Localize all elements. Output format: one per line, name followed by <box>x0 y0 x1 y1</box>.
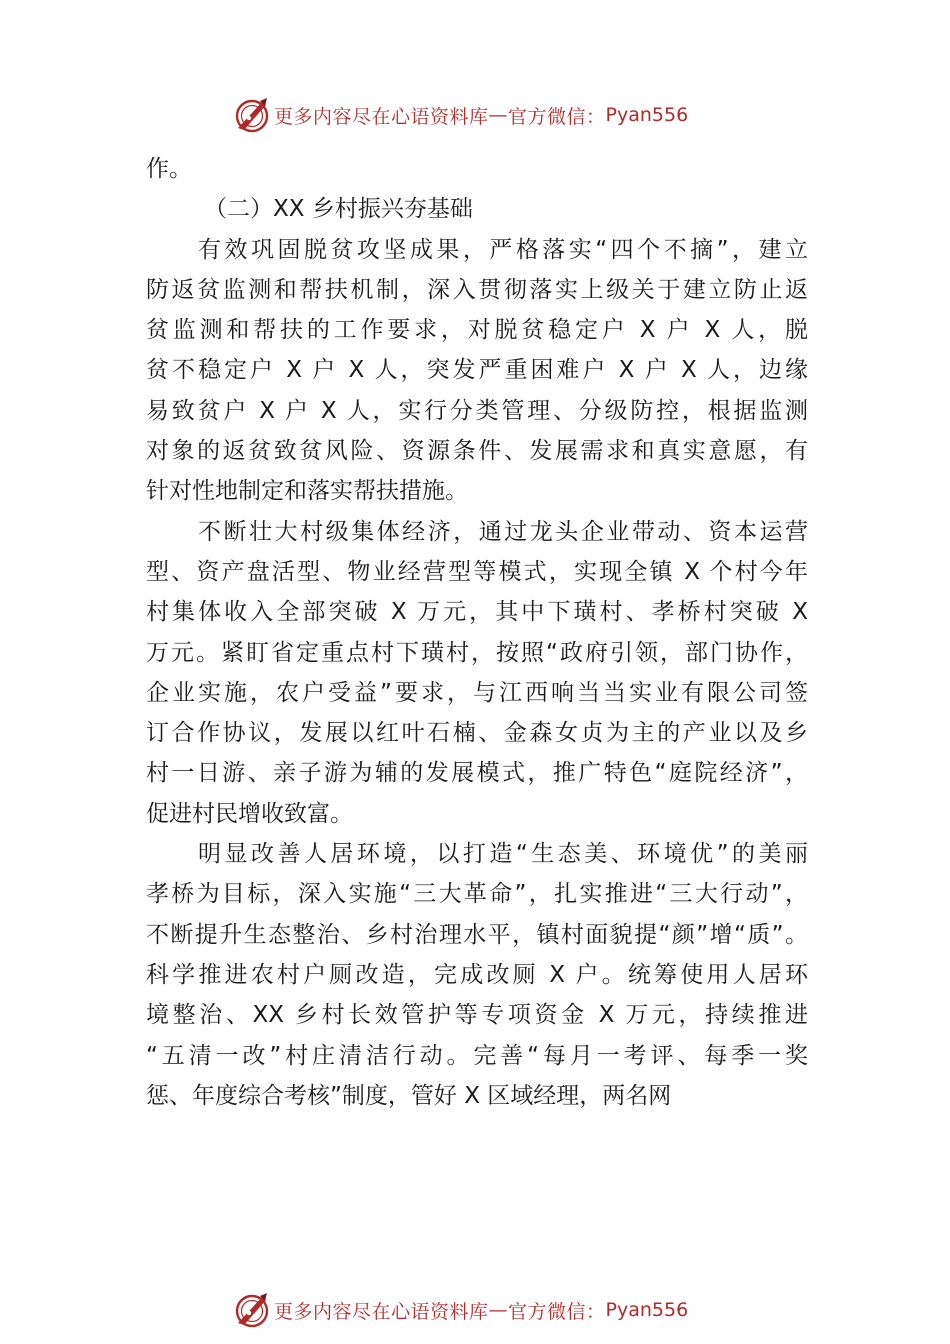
text-line: 村集体收入全部突破 X 万元，其中下璜村、孝桥村突破 X <box>146 599 808 626</box>
text-line: 万元。紧盯省定重点村下璜村，按照“政府引领，部门协作， <box>146 639 808 666</box>
text-line: 境整治、XX 乡村长效管护等专项资金 X 万元，持续推进 <box>146 1002 808 1029</box>
text-line: 促进村民增收致富。 <box>146 800 353 827</box>
text-line: 孝桥为目标，深入实施“三大革命”，扎实推进“三大行动”， <box>146 881 808 908</box>
text-line: 订合作协议，发展以红叶石楠、金森女贞为主的产业以及乡 <box>146 720 808 747</box>
text-line: 企业实施，农户受益”要求，与江西响当当实业有限公司签 <box>146 679 808 706</box>
text-line: 防返贫监测和帮扶机制，深入贯彻落实上级关于建立防止返 <box>146 276 808 303</box>
text-line: 村一日游、亲子游为辅的发展模式，推广特色“庭院经济”， <box>146 760 808 787</box>
watermark-text: 更多内容尽在心语资料库 <box>274 1300 489 1323</box>
text-line: 不断壮大村级集体经济，通过龙头企业带动、资本运营 <box>198 518 808 545</box>
text-line: 型、资产盘活型、物业经营型等模式，实现全镇 X 个村今年 <box>146 558 808 585</box>
text-line: 作。 <box>146 156 192 182</box>
watermark-footer <box>232 1290 688 1330</box>
body-text <box>146 149 808 1116</box>
watermark-text: 更多内容尽在心语资料库 <box>274 105 489 128</box>
watermark-wechat-id: Pyan556 <box>605 1299 689 1321</box>
watermark-separator: — <box>488 104 509 126</box>
text-line: 针对性地制定和落实帮扶措施。 <box>146 478 468 505</box>
watermark-official-label: 官方微信： <box>508 1300 606 1323</box>
watermark-wechat-id: Pyan556 <box>605 104 689 126</box>
text-line: 对象的返贫致贫风险、资源条件、发展需求和真实意愿，有 <box>146 438 808 465</box>
section-heading: （二）XX 乡村振兴夯基础 <box>204 196 473 223</box>
watermark-official-label: 官方微信： <box>508 105 606 128</box>
watermark-separator: — <box>488 1299 509 1321</box>
text-line: 有效巩固脱贫攻坚成果，严格落实“四个不摘”，建立 <box>198 236 808 263</box>
text-line: 科学推进农村户厕改造，完成改厕 X 户。统筹使用人居环 <box>146 961 808 988</box>
text-line: 贫监测和帮扶的工作要求，对脱贫稳定户 X 户 X 人，脱 <box>146 317 808 344</box>
text-line: 惩、年度综合考核”制度，管好 X 区域经理，两名网 <box>146 1082 672 1109</box>
text-line: “五清一改”村庄清洁行动。完善“每月一考评、每季一奖 <box>146 1042 808 1069</box>
text-line: 贫不稳定户 X 户 X 人，突发严重困难户 X 户 X 人，边缘 <box>146 357 808 384</box>
watermark-header <box>232 95 688 135</box>
pen-seal-icon <box>232 1290 272 1330</box>
text-line: 不断提升生态整治、乡村治理水平，镇村面貌提“颜”增“质”。 <box>146 921 808 948</box>
text-line: 易致贫户 X 户 X 人，实行分类管理、分级防控，根据监测 <box>146 397 808 424</box>
text-line: 明显改善人居环境，以打造“生态美、环境优”的美丽 <box>198 841 808 868</box>
pen-seal-icon <box>232 95 272 135</box>
